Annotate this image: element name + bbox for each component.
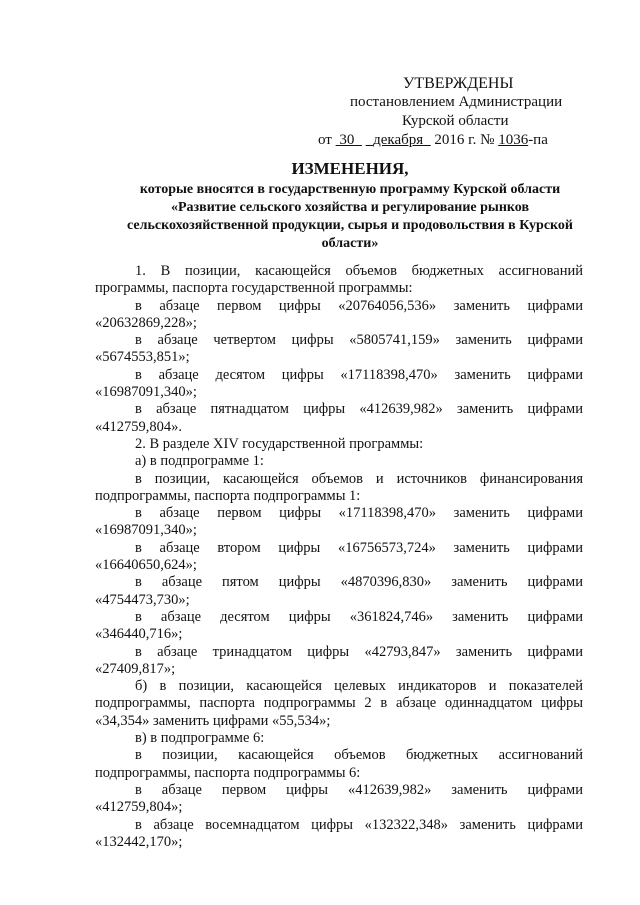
paragraph-line: «412759,804». [95, 418, 182, 435]
paragraph-line: в абзаце втором цифры «16756573,724» заменить цифрами [135, 539, 583, 556]
heading-line-2: «Развитие сельского хозяйства и регулирование рынков [170, 200, 530, 215]
decree-suffix: -па [528, 132, 548, 148]
paragraph-line: в абзаце первом цифры «412639,982» заменить цифрами [135, 781, 583, 798]
paragraph-line: в абзаце десятом цифры «17118398,470» заменить цифрами [135, 366, 583, 383]
date-year: 2016 г. № [434, 132, 495, 148]
paragraph-line: в абзаце тринадцатом цифры «42793,847» заменить цифрами [135, 643, 583, 660]
paragraph-line: «20632869,228»; [95, 314, 197, 331]
paragraph-line: в абзаце первом цифры «20764056,536» заменить цифрами [135, 297, 583, 314]
paragraph-line: подпрограммы, паспорта подпрограммы 2 в абзаце одиннадцатом цифры [95, 695, 583, 712]
heading-title: ИЗМЕНЕНИЯ, [291, 159, 409, 178]
paragraph-line: «5674553,851»; [95, 349, 190, 366]
date-day: 30 [339, 132, 355, 148]
approval-line-2: Курской области [402, 113, 509, 129]
approval-title: УТВЕРЖДЕНЫ [403, 75, 514, 92]
paragraph-line: в абзаце четвертом цифры «5805741,159» заменить цифрами [135, 332, 583, 349]
heading-line-3: сельскохозяйственной продукции, сырья и продовольствия в Курской [127, 218, 573, 233]
paragraph-line: в позиции, касающейся объемов и источников финансирования [135, 470, 583, 487]
paragraph-line: «412759,804»; [95, 799, 183, 816]
paragraph-line: «27409,817»; [95, 660, 176, 677]
paragraph-line: подпрограммы, паспорта подпрограммы 1: [95, 487, 361, 504]
paragraph-line: б) в позиции, касающейся целевых индикаторов и показателей [135, 678, 583, 695]
paragraph-line: «34,354» заменить цифрами «55,534»; [95, 712, 331, 729]
paragraph-line: программы, паспорта государственной программы: [95, 280, 413, 297]
paragraph-line: а) в подпрограмме 1: [135, 453, 264, 470]
approval-block [318, 74, 608, 150]
paragraph-line: в позиции, касающейся объемов бюджетных ассигнований [135, 747, 583, 764]
paragraph-line: в абзаце пятнадцатом цифры «412639,982» заменить цифрами [135, 401, 583, 418]
date-prefix: от [318, 132, 332, 148]
paragraph-line: «346440,716»; [95, 626, 183, 643]
paragraph-line: «16987091,340»; [95, 384, 197, 401]
paragraph-line: в абзаце первом цифры «17118398,470» заменить цифрами [135, 505, 583, 522]
paragraph-line: в абзаце восемнадцатом цифры «132322,348» заменить цифрами [135, 816, 583, 833]
paragraph-line: в) в подпрограмме 6: [135, 730, 265, 747]
date-month: декабря [373, 132, 424, 148]
paragraph-line: подпрограммы, паспорта подпрограммы 6: [95, 764, 361, 781]
document-body [95, 263, 583, 851]
paragraph-line: «16987091,340»; [95, 522, 197, 539]
approval-date-line [318, 131, 608, 150]
heading-line-4: области» [321, 236, 379, 251]
approval-line-1: постановлением Администрации [350, 94, 563, 110]
paragraph-line: «132442,170»; [95, 833, 183, 850]
paragraph-line: в абзаце пятом цифры «4870396,830» заменить цифрами [135, 574, 583, 591]
paragraph-line: «16640650,624»; [95, 557, 197, 574]
paragraph-line: 1. В позиции, касающейся объемов бюджетных ассигнований [135, 263, 583, 279]
paragraph-line: 2. В разделе XIV государственной программы: [135, 435, 424, 452]
paragraph-line: «4754473,730»; [95, 591, 190, 608]
heading-line-1: которые вносятся в государственную программу Курской области [139, 182, 561, 197]
document-heading [100, 160, 600, 253]
paragraph-line: в абзаце десятом цифры «361824,746» заменить цифрами [135, 608, 583, 625]
decree-number: 1036 [498, 132, 529, 148]
